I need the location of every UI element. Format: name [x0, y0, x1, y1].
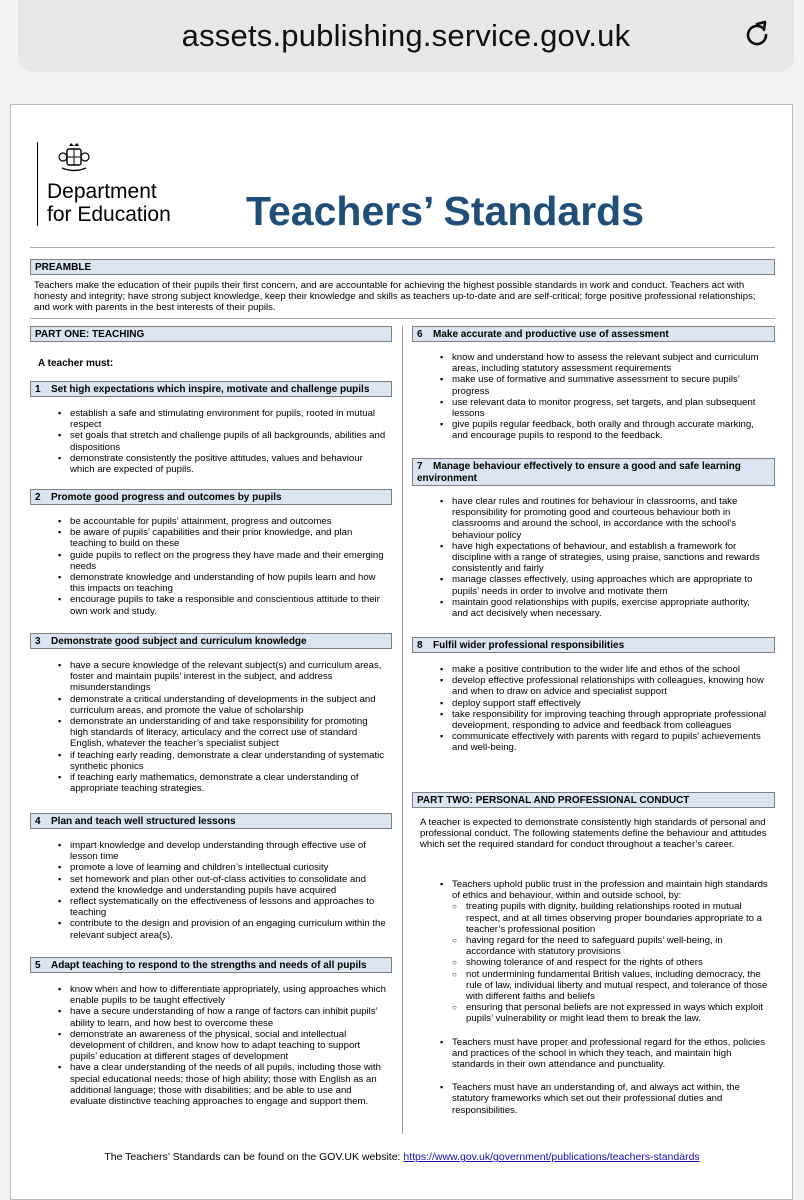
list-item: ▪ be aware of pupils’ capabilities and their prior knowledge, and plan teaching to build on these	[56, 527, 386, 549]
list-item: ▪ encourage pupils to take a responsible and conscientious attitude to their own work and study.	[56, 594, 386, 616]
sub-list-item: ○ ensuring that personal beliefs are not expressed in ways which exploit pupils’ vulnerability or might lead them to break the law.	[452, 1002, 768, 1024]
list-item: ▪ impart knowledge and develop understanding through effective use of lesson time	[56, 840, 386, 862]
list-item: ▪ maintain good relationships with pupils, exercise appropriate authority, and act decisively when necessary.	[438, 597, 768, 619]
list-item: ▪ demonstrate an awareness of the physical, social and intellectual development of children, and know how to adapt teaching to support pupils’ education at different stages of development	[56, 1029, 386, 1063]
section-3-list	[56, 660, 386, 794]
list-item: ▪ have a secure understanding of how a range of factors can inhibit pupils’ ability to learn, and how best to overcome these	[56, 1006, 386, 1028]
org-line-1: Department	[47, 180, 157, 203]
preamble-text: Teachers make the education of their pupils their first concern, and are accountable for achieving the highest possible standards in work and conduct. Teachers act with honesty and integrity; have strong subject knowledge, keep their knowledge and skills as teachers up-to-date and are self-critical; forge positive professional relationships; and work with parents in the best interests of their pupils.	[34, 280, 756, 314]
footer-text: The Teachers’ Standards can be found on the GOV.UK website:	[104, 1151, 404, 1163]
list-item: ▪ Teachers must have proper and professional regard for the ethos, policies and practices of the school in which they teach, and maintain high standards in their own attendance and punctuality.	[438, 1037, 768, 1071]
list-item: ▪ have a clear understanding of the needs of all pupils, including those with special educational needs; those of high ability; those with English as an additional language; those with disabilities; and be able to use and evaluate distinctive teaching approaches to engage and support them.	[56, 1062, 386, 1107]
section-3-heading: 3 Demonstrate good subject and curriculum knowledge	[30, 633, 392, 649]
section-5-heading: 5 Adapt teaching to respond to the strengths and needs of all pupils	[30, 957, 392, 973]
list-item: ▪ if teaching early reading, demonstrate a clear understanding of systematic synthetic phonics	[56, 750, 386, 772]
list-item: ▪ if teaching early mathematics, demonstrate a clear understanding of appropriate teaching strategies.	[56, 772, 386, 794]
section-6-list	[438, 352, 768, 442]
list-item: ▪ deploy support staff effectively	[438, 698, 768, 709]
list-item: ▪ communicate effectively with parents with regard to pupils’ achievements and well-being.	[438, 731, 768, 753]
list-item: ▪ take responsibility for improving teaching through appropriate professional development, responding to advice and feedback from colleagues	[438, 709, 768, 731]
list-item: ▪ make use of formative and summative assessment to secure pupils’ progress	[438, 374, 768, 396]
dfe-logo-text	[47, 180, 171, 226]
sub-list-item: ○ treating pupils with dignity, building relationships rooted in mutual respect, and at all times observing proper boundaries appropriate to a teacher’s professional position	[452, 901, 768, 935]
org-line-2: for Education	[47, 203, 171, 226]
royal-crest-icon	[58, 140, 90, 174]
part-two-intro: A teacher is expected to demonstrate consistently high standards of personal and professional conduct. The following statements define the behaviour and attitudes which set the required standard for conduct throughout a teacher’s career.	[420, 817, 767, 851]
footer-link[interactable]: https://www.gov.uk/government/publications/teachers-standards	[403, 1151, 700, 1163]
list-item: ▪ contribute to the design and provision of an engaging curriculum within the relevant subject area(s).	[56, 918, 386, 940]
column-divider	[402, 326, 403, 1134]
section-8-list	[438, 664, 768, 754]
part-one-heading: PART ONE: TEACHING	[30, 326, 392, 342]
list-item: ▪ know when and how to differentiate appropriately, using approaches which enable pupils to be taught effectively	[56, 984, 386, 1006]
section-8-heading: 8 Fulfil wider professional responsibilities	[412, 637, 775, 653]
list-item: ▪ demonstrate an understanding of and take responsibility for promoting high standards of literacy, articulacy and the correct use of standard English, whatever the teacher’s specialist subject	[56, 716, 386, 750]
section-7-heading: 7 Manage behaviour effectively to ensure a good and safe learning environment	[412, 458, 775, 486]
section-1-list	[56, 408, 386, 475]
section-7-list	[438, 496, 768, 619]
list-item: ▪ demonstrate knowledge and understanding of how pupils learn and how this impacts on teaching	[56, 572, 386, 594]
list-item: ▪ establish a safe and stimulating environment for pupils, rooted in mutual respect	[56, 408, 386, 430]
list-item: ▪ develop effective professional relationships with colleagues, knowing how and when to draw on advice and specialist support	[438, 675, 768, 697]
part-two-list	[438, 879, 768, 1116]
list-item: ▪ set homework and plan other out-of-class activities to consolidate and extend the knowledge and understanding pupils have acquired	[56, 874, 386, 896]
list-item: ▪ manage classes effectively, using approaches which are appropriate to pupils’ needs in order to involve and motivate them	[438, 574, 768, 596]
list-item: ▪ demonstrate consistently the positive attitudes, values and behaviour which are expected of pupils.	[56, 453, 386, 475]
sub-list-item: ○ showing tolerance of and respect for the rights of others	[452, 957, 768, 968]
list-item: ▪ have high expectations of behaviour, and establish a framework for discipline with a range of strategies, using praise, sanctions and rewards consistently and fairly	[438, 541, 768, 575]
list-item: ▪ demonstrate a critical understanding of developments in the subject and curriculum areas, and promote the value of scholarship	[56, 694, 386, 716]
section-4-heading: 4 Plan and teach well structured lessons	[30, 813, 392, 829]
section-2-list	[56, 516, 386, 617]
list-item: ▪ have a secure knowledge of the relevant subject(s) and curriculum areas, foster and maintain pupils’ interest in the subject, and address misunderstandings	[56, 660, 386, 694]
list-item: ▪ promote a love of learning and children’s intellectual curiosity	[56, 862, 386, 873]
section-2-heading: 2 Promote good progress and outcomes by pupils	[30, 489, 392, 505]
section-4-list	[56, 840, 386, 941]
list-item: ▪ reflect systematically on the effectiveness of lessons and approaches to teaching	[56, 896, 386, 918]
section-1-heading: 1 Set high expectations which inspire, motivate and challenge pupils	[30, 381, 392, 397]
divider	[30, 247, 775, 248]
list-item: ▪ know and understand how to assess the relevant subject and curriculum areas, including statutory assessment requirements	[438, 352, 768, 374]
section-6-heading: 6 Make accurate and productive use of assessment	[412, 326, 775, 342]
list-item: ▪ make a positive contribution to the wider life and ethos of the school	[438, 664, 768, 675]
sub-list-item: ○ having regard for the need to safeguard pupils’ well-being, in accordance with statutory provisions	[452, 935, 768, 957]
reload-icon[interactable]	[740, 18, 774, 52]
list-item: ▪ Teachers must have an understanding of, and always act within, the statutory frameworks which set out their professional duties and responsibilities.	[438, 1082, 768, 1116]
divider	[30, 318, 775, 319]
list-item: ▪ be accountable for pupils’ attainment, progress and outcomes	[56, 516, 386, 527]
list-item: ▪ guide pupils to reflect on the progress they have made and their emerging needs	[56, 550, 386, 572]
list-item: ▪ set goals that stretch and challenge pupils of all backgrounds, abilities and dispositions	[56, 430, 386, 452]
page-title: Teachers’ Standards	[246, 188, 645, 234]
list-item: ▪ have clear rules and routines for behaviour in classrooms, and take responsibility for promoting good and courteous behaviour both in classrooms and around the school, in accordance with the school’s behaviour policy	[438, 496, 768, 541]
list-item: ▪ Teachers uphold public trust in the profession and maintain high standards of ethics and behaviour, within and outside school, by: ○ treating pupils with dignity, building relationships rooted in mutual respect, and at all times observing proper boundaries appropriate to a teacher’s professional position ○ having regard for the need to safeguard pupils’ well-being, in accordance with statutory provisions ○ showing tolerance of and respect for the rights of others ○ not undermining fundamental British values, including democracy, the rule of law, individual liberty and mutual respect, and tolerance of those with different faiths and beliefs ○ ensuring that personal beliefs are not expressed in ways which exploit pupils’ vulnerability or might lead them to break the law.	[438, 879, 768, 1025]
logo-divider	[37, 142, 38, 226]
list-item: ▪ give pupils regular feedback, both orally and through accurate marking, and encourage pupils to respond to the feedback.	[438, 419, 768, 441]
part-one-intro: A teacher must:	[38, 358, 114, 369]
address-bar[interactable]	[18, 0, 794, 72]
sub-list-item: ○ not undermining fundamental British values, including democracy, the rule of law, individual liberty and mutual respect, and tolerance of those with different faiths and beliefs	[452, 969, 768, 1003]
footer	[0, 1151, 804, 1163]
part-two-heading: PART TWO: PERSONAL AND PROFESSIONAL CONDUCT	[412, 792, 775, 808]
url-text[interactable]: assets.publishing.service.gov.uk	[181, 18, 631, 53]
section-5-list	[56, 984, 386, 1107]
part-two-sublist	[452, 901, 768, 1024]
preamble-heading: PREAMBLE	[30, 259, 775, 275]
list-item: ▪ use relevant data to monitor progress, set targets, and plan subsequent lessons	[438, 397, 768, 419]
